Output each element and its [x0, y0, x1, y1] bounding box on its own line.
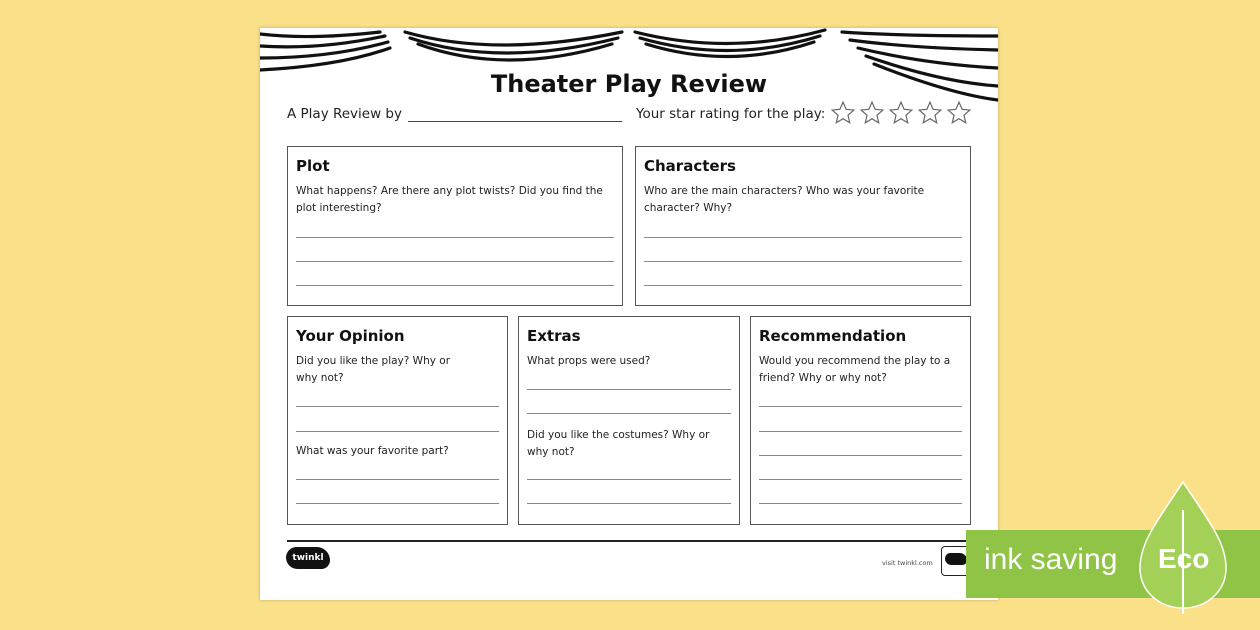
characters-title: Characters	[644, 157, 736, 175]
answer-line[interactable]	[644, 261, 962, 262]
footer-rule	[287, 540, 971, 542]
opinion-title: Your Opinion	[296, 327, 405, 345]
ink-saving-label: ink saving	[984, 543, 1118, 576]
answer-line[interactable]	[527, 389, 731, 390]
extras-title: Extras	[527, 327, 581, 345]
opinion-section	[287, 316, 508, 525]
plot-question: What happens? Are there any plot twists? Did you find the plot interesting?	[296, 185, 603, 214]
extras-question-1: What props were used?	[527, 355, 651, 367]
star-icon[interactable]	[830, 100, 856, 126]
answer-line[interactable]	[527, 413, 731, 414]
plot-section	[287, 146, 623, 306]
byline-write-line[interactable]	[408, 121, 622, 122]
answer-line[interactable]	[527, 503, 731, 504]
characters-question: Who are the main characters? Who was your favorite character? Why?	[644, 185, 925, 214]
answer-line[interactable]	[759, 455, 962, 456]
characters-section	[635, 146, 971, 306]
star-icon[interactable]	[888, 100, 914, 126]
answer-line[interactable]	[296, 431, 499, 432]
recommendation-question: Would you recommend the play to a friend? Why or why not?	[759, 355, 951, 384]
answer-line[interactable]	[759, 503, 962, 504]
answer-line[interactable]	[644, 237, 962, 238]
star-icon[interactable]	[946, 100, 972, 126]
answer-line[interactable]	[644, 285, 962, 286]
answer-line[interactable]	[296, 237, 614, 238]
answer-line[interactable]	[759, 479, 962, 480]
star-icon[interactable]	[859, 100, 885, 126]
footer-url: visit twinkl.com	[882, 559, 933, 567]
answer-line[interactable]	[296, 503, 499, 504]
recommendation-section	[750, 316, 971, 525]
byline-label: A Play Review by	[287, 106, 402, 122]
answer-line[interactable]	[296, 406, 499, 407]
answer-line[interactable]	[296, 285, 614, 286]
plot-title: Plot	[296, 157, 330, 175]
opinion-question-1: Did you like the play? Why or why not?	[296, 355, 451, 384]
star-rating-label: Your star rating for the play:	[636, 106, 826, 122]
answer-line[interactable]	[527, 479, 731, 480]
worksheet-page	[260, 28, 998, 600]
eco-label: Eco	[1158, 543, 1210, 574]
answer-line[interactable]	[759, 431, 962, 432]
answer-line[interactable]	[759, 406, 962, 407]
answer-line[interactable]	[296, 261, 614, 262]
recommendation-title: Recommendation	[759, 327, 907, 345]
extras-question-2: Did you like the costumes? Why or why not?	[527, 429, 710, 458]
star-rating	[830, 100, 972, 126]
answer-line[interactable]	[296, 479, 499, 480]
extras-section	[518, 316, 740, 525]
opinion-question-2: What was your favorite part?	[296, 445, 449, 457]
worksheet-title: Theater Play Review	[490, 70, 768, 98]
twinkl-logo: twinkl	[286, 547, 330, 569]
star-icon[interactable]	[917, 100, 943, 126]
